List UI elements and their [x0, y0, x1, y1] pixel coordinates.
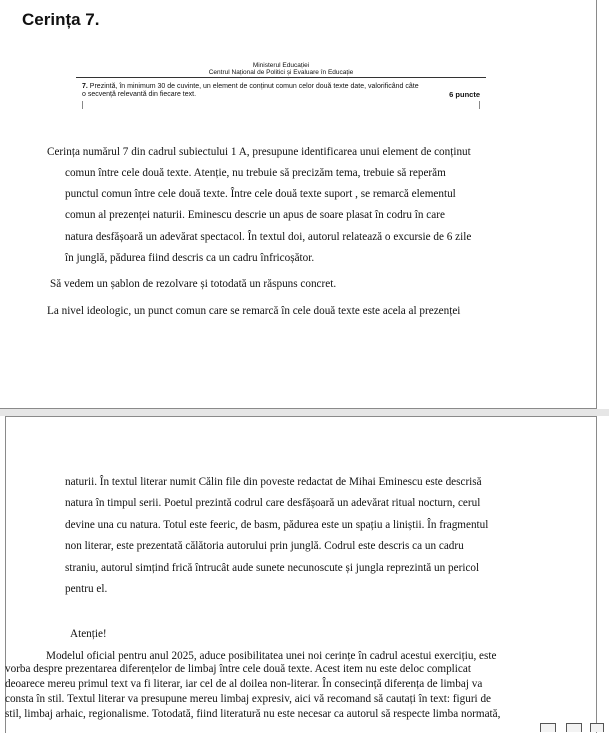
answer-line: devine una cu natura. Totul este feeric, de basm, pădurea este un spațiu a liniștii. În fragmentul: [65, 519, 489, 531]
answer-line: pentru el.: [65, 583, 108, 595]
exam-points: 6 puncte: [449, 90, 480, 99]
scroll-button[interactable]: [540, 723, 556, 732]
attention-label: Atenție!: [70, 628, 107, 640]
paragraph-line: Cerința numărul 7 din cadrul subiectului 1 A, presupune identificarea unui element de conținut: [47, 146, 471, 158]
answer-line: naturii. În textul literar numit Călin file din poveste redactat de Mihai Eminescu este descrisă: [65, 476, 482, 488]
model-line: vorba despre prezentarea diferențelor de limbaj între cele două texte. Acest item nu este deloc complicat: [5, 663, 471, 675]
exam-question: [82, 83, 480, 99]
paragraph-line: punctul comun între cele două texte. Între cele două texte suport , se remarcă elementul: [65, 188, 456, 200]
exam-question-frame: [82, 101, 480, 109]
model-line: consta în stil. Textul literar va presupune mereu limbaj expresiv, aici vă recomand să cautați în text: figuri de: [5, 693, 492, 705]
paragraph-line: natura desfășoară un adevărat spectacol. În textul doi, autorul relatează o excursie de 6 zile: [65, 231, 472, 243]
paragraph-line: comun al prezenței naturii. Eminescu descrie un apus de soare plasat în codru în care: [65, 209, 445, 221]
answer-line: straniu, autorul simțind frică întrucât aude sunete necunoscute și jungla reprezintă un pericol: [65, 562, 480, 574]
exam-ministry-label: Ministerul Educației: [252, 62, 310, 69]
scroll-button[interactable]: [590, 723, 604, 732]
exam-excerpt: [76, 62, 486, 109]
model-line: deoarece mereu primul text va fi literar, iar cel de al doilea non-literar. În consecință diferența de limbaj va: [5, 678, 483, 690]
exam-question-number: 7.: [82, 83, 88, 90]
exam-divider: [76, 77, 486, 78]
exam-question-line2: o secvență relevantă din fiecare text.: [82, 91, 197, 98]
answer-line: non literar, este prezentată călătoria autorului prin junglă. Codrul este descris ca un cadru: [65, 540, 464, 552]
model-line: stil, limbaj arhaic, regionalisme. Totodată, fiind literatură nu este necesar ca autorul să respecte limba normată,: [5, 708, 501, 720]
exam-question-line1: Prezintă, în minimum 30 de cuvinte, un element de conținut comun celor două texte date, valorificând câte: [89, 83, 419, 90]
answer-line: natura în timpul serii. Poetul prezintă codrul care desfășoară un adevărat ritual nocturn, cerul: [65, 497, 481, 509]
page-title: Cerința 7.: [22, 10, 100, 29]
answer-line: La nivel ideologic, un punct comun care se remarcă în cele două texte este acela al prezenței: [47, 305, 461, 317]
model-line: Modelul oficial pentru anul 2025, aduce posibilitatea unei noi cerințe în cadrul acestui exercițiu, este: [46, 650, 497, 662]
template-intro-line: Să vedem un șablon de rezolvare și totodată un răspuns concret.: [50, 278, 337, 290]
paragraph-line: în junglă, pădurea fiind descris ca un cadru înfricoșător.: [65, 252, 315, 264]
paragraph-line: comun între cele două texte. Atenție, nu trebuie să precizăm tema, trebuie să reperăm: [65, 167, 446, 179]
exam-center-label: Centrul Național de Politici și Evaluare în Educație: [208, 69, 354, 76]
page-gap: [0, 409, 609, 416]
scroll-button[interactable]: [566, 723, 582, 732]
